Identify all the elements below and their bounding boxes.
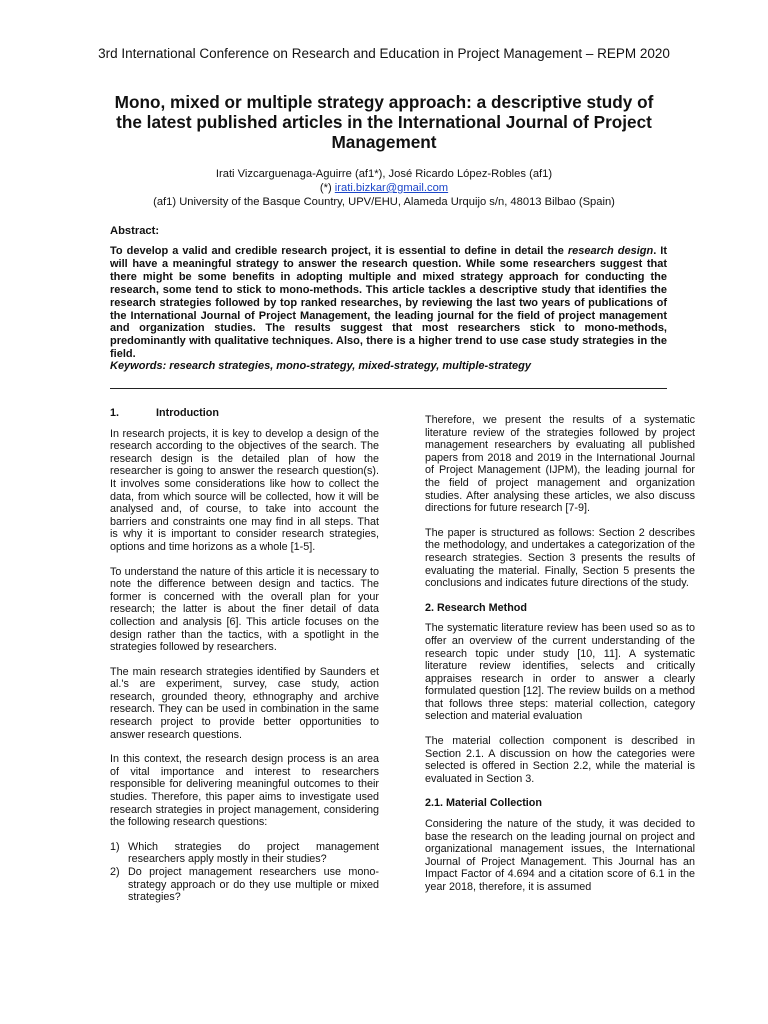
author-names: Irati Vizcarguenaga-Aguirre (af1*), José Ricardo López-Robles (af1): [215, 168, 553, 180]
method-heading: 2. Research Method: [425, 601, 528, 614]
research-question: [110, 841, 379, 866]
keywords: Keywords: research strategies, mono-strategy, mixed-strategy, multiple-strategy: [110, 360, 531, 372]
intro-paragraph-3: The main research strategies identified by Saunders et al.'s are experiment, survey, case study, action research, grounded theory, ethnography and archive research. They can be used in combination in the same research project to provide better opportunities to answer research questions.: [110, 665, 379, 741]
intro-heading: [110, 407, 379, 420]
abstract-text: [110, 245, 667, 361]
intro-paragraph-1: In research projects, it is key to develop a design of the research according to the objectives of the search. The research design is the detailed plan of how the researcher is going to answer the research question(s). It involves some considerations like how to collect the data, from which source will be collected, how it will be analysed and, of course, to take into account the barriers and constraints one may find in all steps. That is why it is important to consider research strategies, options and time horizons as a whole [1-5].: [110, 427, 379, 553]
research-question: [110, 866, 379, 904]
abstract-part-1: To develop a valid and credible research project, it is essential to define in detail the: [110, 245, 568, 257]
abstract-emphasis: research design: [567, 245, 654, 257]
question-text: Which strategies do project management researchers apply mostly in their studies?: [128, 840, 379, 866]
author-block: [60, 167, 708, 209]
intro-title: Introduction: [156, 407, 219, 419]
abstract-heading: Abstract:: [110, 225, 160, 237]
section-divider: [110, 388, 667, 389]
abstract-part-2: . It will have a meaningful strategy to answer the research question. While some researchers suggest that there might be some benefits in adopting multiple and mixed strategy approach for conducting the research, some tend to stick to mono-methods. This article tackles a descriptive study that identifies the research strategies followed by top ranked researches, by reviewing the last two years of publications of the International Journal of Project Management, the leading journal for the field of project management and organization studies. The results suggest that most researchers stick to mono-methods, predominantly with qualitative techniques. Also, there is a higher trend to use case study strategies in the field.: [110, 245, 667, 361]
intro-paragraph-2: To understand the nature of this article it is necessary to note the difference between design and tactics. The former is concerned with the overall plan for your research; the latter is about the finer detail of data collection and analysis [6]. This article focuses on the design rather than the tactics, with a spotlight in the strategies followed by researchers.: [110, 565, 379, 654]
method-paragraph-1: The systematic literature review has been used so as to offer an overview of the current understanding of the research topic under study [10, 11]. A systematic literature review identifies, selects and critically appraises research in order to answer a clearly formulated question [12]. The review builds on a method that follows three steps: material collection, category selection and material evaluation: [425, 622, 695, 723]
intro-paragraph-5: Therefore, we present the results of a systematic literature review of the strategies followed by project management researchers by evaluating all published papers from 2018 and 2019 in the International Journal of Project Management (IJPM), the leading journal for the field of project management and organization studies. After analysing these articles, we also discuss directions for future research [7-9].: [425, 414, 695, 515]
email-link[interactable]: irati.bizkar@gmail.com: [334, 182, 449, 194]
paper-title: Mono, mixed or multiple strategy approach: a descriptive study of the latest published articles in the International Journal of Project Management: [114, 92, 654, 152]
question-index: 2): [110, 866, 120, 878]
collection-paragraph: Considering the nature of the study, it was decided to base the research on the leading journal on project and organizational management issues, the International Journal of Project Management. This Journal has an Impact Factor of 4.694 and a citation score of 6.1 in the year 2018, therefore, it is assumed: [425, 818, 695, 893]
question-text: Do project management researchers use mono-strategy approach or do they use multiple or mixed strategies?: [128, 866, 379, 904]
author-email-line: [60, 181, 708, 195]
intro-number: 1.: [110, 407, 120, 419]
left-column: [110, 407, 379, 904]
intro-paragraph-4: In this context, the research design process is an area of vital importance and interest to researchers responsible for delivering meaningful outcomes to their studies. Therefore, this paper aims to investigate used research strategies in project management, considering the following research questions:: [110, 753, 379, 829]
research-questions-list: [110, 841, 379, 904]
method-paragraph-2: The material collection component is described in Section 2.1. A discussion on how the categories were selected is offered in Section 2.2, while the material is evaluated in Section 3.: [425, 735, 695, 785]
collection-heading: 2.1. Material Collection: [425, 797, 542, 810]
email-prefix: (*): [319, 182, 335, 194]
author-affiliation: (af1) University of the Basque Country, UPV/EHU, Alameda Urquijo s/n, 48013 Bilbao (Spain): [153, 196, 615, 208]
question-index: 1): [110, 840, 120, 853]
conference-header: 3rd International Conference on Research and Education in Project Management – REPM 2020: [98, 46, 670, 61]
right-column: [425, 414, 695, 906]
structure-paragraph: The paper is structured as follows: Section 2 describes the methodology, and undertakes a categorization of the research strategies. Section 3 presents the results of evaluating the material. Finally, Section 5 presents the conclusions and indicates future directions of the study.: [425, 526, 695, 590]
